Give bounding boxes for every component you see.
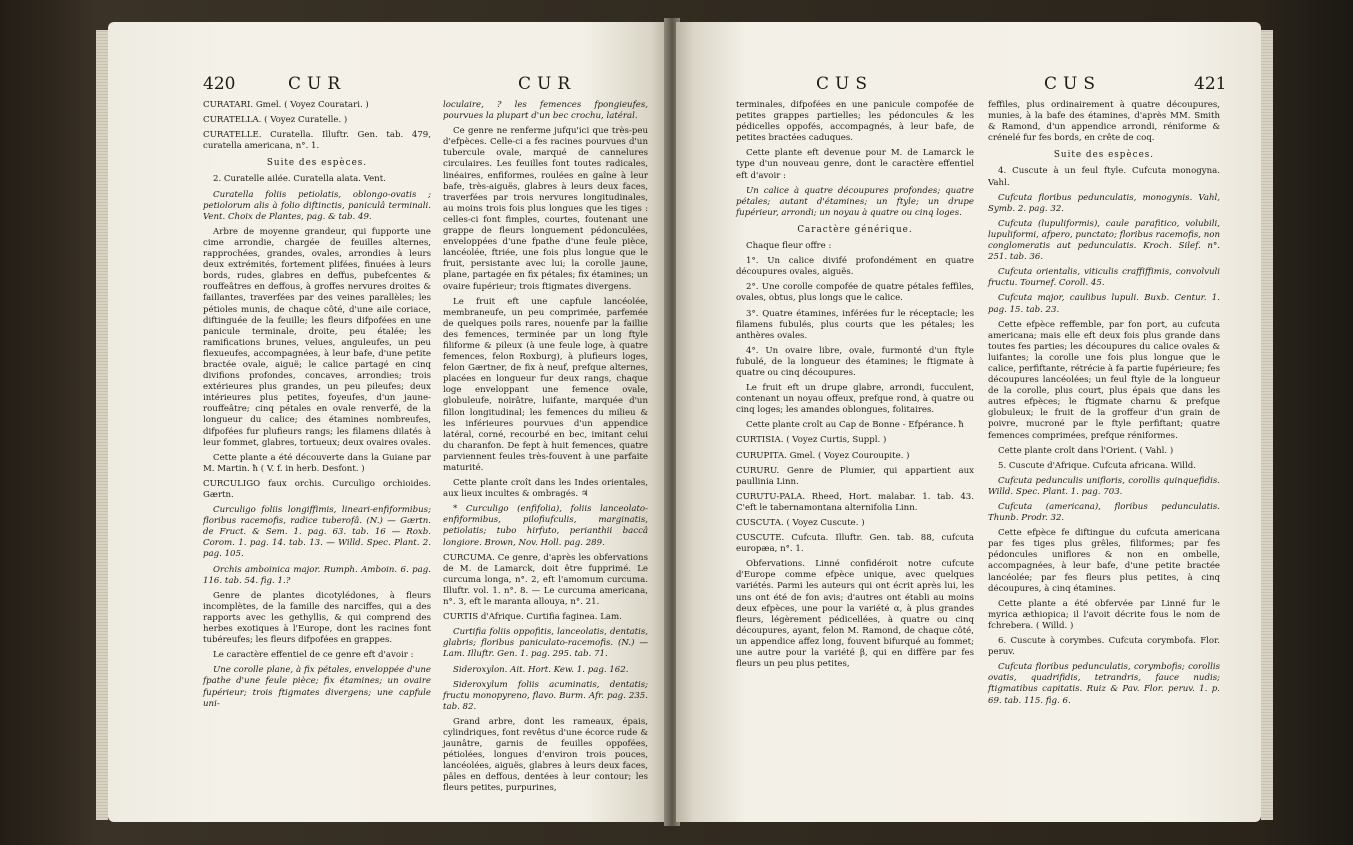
section-heading: Suite des espèces. xyxy=(1053,150,1155,161)
latin-description: * Curculigo (enfifolia), foliis lanceolato-enfiformibus, pilofiufculis, marginatis, petiolatis; tubo hirfuto, perianthii baccâ longiore. Brown, Nov. Holl. pag. 289. xyxy=(443,504,648,548)
paragraph: Genre de plantes dicotylédones, à fleurs incomplètes, de la famille des narciffes, qui a des rapports avec les gethyllis, & qui comprend des herbes exotiques à l'Europe, dont les racines font tubéreufes; les fleurs difpofées en grappes. xyxy=(203,590,431,646)
entry-curtis: CURTIS d'Afrique. Curtifia faginea. Lam. xyxy=(443,612,622,623)
paragraph: Cette efpèce fe diftingue du cufcuta americana par fes tiges plus grêles, filiformes; par fes pédoncules uniflores & non en ombelle, accompagnées, à leur bafe, d'une petite bractée lancéolée; par fes fleurs plus petites, à cinq découpures, à cinq étamines. xyxy=(988,528,1220,594)
left-page-number: 420 xyxy=(203,74,236,94)
right-column-2 xyxy=(988,100,1220,711)
entry-cuscuta: CUSCUTA. ( Voyez Cuscute. ) xyxy=(736,518,865,528)
paragraph: Ce genre ne renferme jufqu'ici que très-peu d'efpèces. Celle-ci a fes racines pourvues d'un tubercule ovale, marqué de cannelures circulaires. Les feuilles font toutes radicales, linéaires, enfiformes, roulées en gaîne à leur bafe, très-aiguës, glabres à leurs deux faces, traverfées par trois nervures longitudinales, au moins trois fois plus longues que les tiges : celles-ci font fimples, courtes, foutenant une grappe de fleurs longuement pédonculées, enveloppées d'une fpathe d'une feule pièce, lancéolée, ftriée, une fois plus longue que le fruit, persistante avec lui; la corolle jaune, plane, partagée en fix pétales; fix étamines; un ovaire fupérieur; trois ftigmates divergens. xyxy=(443,126,648,292)
paragraph: Le fruit eft un drupe glabre, arrondi, fucculent, contenant un noyau offeux, prefque rond, à quatre ou cinq loges; les amandes oblongues, folitaires. xyxy=(736,383,974,416)
section-heading: Suite des espèces. xyxy=(266,158,368,169)
latin-description: Orchis amboinica major. Rumph. Amboin. 6. pag. 116. tab. 54. fig. 1.? xyxy=(203,564,431,586)
latin-description: Cufcuta pedunculis unifloris, corollis quinquefidis. Willd. Spec. Plant. 1. pag. 703. xyxy=(988,475,1220,497)
paragraph: Cette plante a été obfervée par Linné fur le myrica æthiopica; il l'avoit décrite fous le nom de fchrebera. ( Willd. ) xyxy=(988,598,1220,631)
paragraph: Cette plante croît dans l'Orient. ( Vahl. ) xyxy=(998,445,1174,456)
paragraph: Chaque fleur offre : xyxy=(746,241,832,252)
latin-description: Cufcuta floribus pedunculatis, corymbofis; corollis ovatis, quadrifidis, tetrandris, fauce nudis; ftigmatibus capitatis. Ruiz & Pav. Flor. peruv. 1. p. 69. tab. 115. fig. 6. xyxy=(988,662,1220,706)
entry-curutu-pala: CURUTU-PALA. Rheed, Hort. malabar. 1. tab. 43. C'eft le tabernamontana alternifolia Linn. xyxy=(736,491,974,513)
species-heading: 4. Cuscute à un feul ftyle. Cufcuta monogyna. Vahl. xyxy=(988,166,1220,188)
paragraph: Une corolle plane, à fix pétales, enveloppée d'une fpathe d'une feule pièce; fix étamines; un ovaire fupérieur; trois ftigmates divergens; une capfule uni- xyxy=(203,665,431,709)
paragraph: 1°. Un calice divifé profondément en quatre découpures ovales, aiguës. xyxy=(736,256,974,278)
paragraph: Arbre de moyenne grandeur, qui fupporte une cime arrondie, chargée de feuilles alternes, rapprochées, grandes, ovales, arrondies à leurs deux extrémités, fortement plifées, finuées à leurs bords, rudes, glabres en deffus, pubefcentes & rouffeâtres en deffous, à groffes nervures droites & faillantes, traverfées par des veines parallèles; les pétioles munis, de chaque côté, d'une aile coriace, diftinguée de la feuille; les fleurs difpofées en une panicule terminale, droite, peu étalée; les ramifications brunes, velues, anguleufes, un peu flexueufes, accompagnées, à leur bafe, d'une petite bractée ovale, aiguë; le calice partagé en cinq divifions profondes, concaves, arrondies; trois extérieures plus grandes, un peu pileufes; deux intérieures plus petites, foyeufes, d'un jaune-rouffeâtre; cinq pétales en ovale renverfé, de la longueur du calice; des étamines nombreufes, difpofées fur plufieurs rangs; les filamens dilatés à leur fommet, glabres, tortueux; deux ovaires ovales. xyxy=(203,226,431,448)
left-column-2 xyxy=(443,100,648,799)
latin-description: Curtifia foliis oppofitis, lanceolatis, dentatis, glabris; floribus paniculato-racemofis. (N.) — Lam. Illuftr. Gen. 1. pag. 295. tab. 71. xyxy=(443,627,648,660)
entry-curatella: CURATELLA. ( Voyez Curatelle. ) xyxy=(203,115,348,126)
paragraph: terminales, difpofées en une panicule compofée de petites grappes partielles; les pédoncules & les pédicelles oppofés, accompagnés, à leur bafe, de petites bractées caduques. xyxy=(736,100,974,144)
entry-cururu: CURURU. Genre de Plumier, qui appartient aux paullinia Linn. xyxy=(736,465,974,487)
latin-description: Cufcuta floribus pedunculatis, monogynis. Vahl, Symb. 2. pag. 32. xyxy=(988,192,1220,214)
paragraph: Cette plante croît dans les Indes orientales, aux lieux incultes & ombragés. ♃ xyxy=(443,478,648,500)
right-page xyxy=(676,22,1261,822)
paragraph: Un calice à quatre découpures profondes; quatre pétales; autant d'étamines; un ftyle; un drupe fupérieur, arrondi; un noyau à quatre ou cinq loges. xyxy=(736,185,974,218)
paragraph: Cette plante eft devenue pour M. de Lamarck le type d'un nouveau genre, dont le caractère effentiel eft d'avoir : xyxy=(736,148,974,181)
paragraph: Grand arbre, dont les rameaux, épais, cylindriques, font revêtus d'une écorce rude & jaunâtre, garnis de feuilles oppofées, pétiolées, longues d'environ trois pouces, lancéolées, aiguës, glabres à leurs deux faces, pâles en deffous, dentées à leur contour; les fleurs petites, purpurines, xyxy=(443,716,648,794)
paragraph: 2°. Une corolle compofée de quatre pétales feffiles, ovales, obtus, plus longs que le calice. xyxy=(736,282,974,304)
entry-curcuma: CURCUMA. Ce genre, d'après les obfervations de M. de Lamarck, doit être fupprimé. Le curcuma longa, n°. 2, eft l'amomum curcuma. Illuftr. vol. 1. n°. 8. — Le curcuma americana, n°. 3, eft le maranta allouya, n°. 21. xyxy=(443,552,648,608)
entry-curtisia: CURTISIA. ( Voyez Curtis, Suppl. ) xyxy=(736,435,887,446)
paragraph: Cette plante a été découverte dans la Guiane par M. Martin. ħ ( V. f. in herb. Desfont. ) xyxy=(203,452,431,474)
paragraph: Le caractère effentiel de ce genre eft d'avoir : xyxy=(213,650,414,661)
left-header-right: CUR xyxy=(518,74,577,94)
species-heading: 5. Cuscute d'Afrique. Cufcuta africana. Willd. xyxy=(998,460,1196,471)
paragraph: Cette efpèce reffemble, par fon port, au cufcuta americana; mais elle eft deux fois plus grande dans toutes fes parties; les découpures du calice ovales & luifantes; la corolle une fois plus longue que le calice, perfiftante, rétrécie à fa partie fupérieure; fes découpures lancéolées; un feul ftyle de la longueur de la corolle, plus court, plus épais que dans les autres efpèces; le ftigmate charnu & prefque globuleux; le fruit de la groffeur d'un grain de poivre, mucroné par le ftyle perfiftant; quatre femences comprimées, prefque réniformes. xyxy=(988,319,1220,441)
latin-description: Curculigo foliis longiffimis, lineari-enfiformibus; floribus racemofis, radice tuberofâ. (N.) — Gærtn. de Fruct. & Sem. 1. pag. 63. tab. 16 — Roxb. Corom. 1. pag. 14. tab. 13. — Willd. Spec. Plant. 2. pag. 105. xyxy=(203,505,431,560)
entry-curatari: CURATARI. Gmel. ( Voyez Couratari. ) xyxy=(203,100,369,110)
latin-description: Cufcuta (lupuliformis), caule parafitico, volubili, lupuliformi, afpero, punctato; floribus racemofis, non conglomeratis aut pedunculatis. Kroch. Silef. n°. 251. tab. 36. xyxy=(988,218,1220,263)
species-heading: 6. Cuscute à corymbes. Cufcuta corymbofa. Flor. peruv. xyxy=(988,636,1220,658)
entry-cuscute: CUSCUTE. Cufcuta. Illuftr. Gen. tab. 88, cufcuta europæa, n°. 1. xyxy=(736,533,974,555)
paragraph: loculaire, ? les femences fpongieufes, pourvues la plupart d'un bec crochu, latéral. xyxy=(443,100,648,122)
left-column-1 xyxy=(203,100,431,714)
latin-description: Cufcuta major, caulibus lupuli. Buxb. Centur. 1. pag. 15. tab. 23. xyxy=(988,293,1220,315)
entry-curatelle: CURATELLE. Curatella. Illuftr. Gen. tab. 479, curatella americana, n°. 1. xyxy=(203,130,431,152)
latin-description: Curatella foliis petiolatis, oblongo-ovatis ; petiolorum alis à folio diftinctis, paniculâ terminali. Vent. Choix de Plantes, pag. & tab. 49. xyxy=(203,189,431,222)
right-page-number: 421 xyxy=(1194,74,1227,94)
latin-description: Sideroxylum foliis acuminatis, dentatis; fructu monopyreno, flavo. Burm. Afr. pag. 235. tab. 82. xyxy=(443,679,648,712)
paragraph: 4°. Un ovaire libre, ovale, furmonté d'un ftyle fubulé, de la longueur des étamines; le ftigmate à quatre ou cinq découpures. xyxy=(736,345,974,378)
species-heading: 2. Curatelle ailée. Curatella alata. Vent. xyxy=(213,174,386,185)
paragraph: Le fruit eft une capfule lancéolée, membraneufe, un peu comprimée, parfemée de quelques poils rares, nouenfe par la faillie des femences, terminée par un long ftyle filiforme & pileux (à une feule loge, à quatre femences, felon Roxburg), à plufieurs loges, felon Gærtner, de fix à neuf, prefque alternes, placées en longueur fur deux rangs, chaque loge enveloppant une femence ovale, globuleufe, noirâtre, luifante, marquée d'un fillon longitudinal; les femences du milieu & les inférieures pourvues d'un appendice latéral, corné, recourbé en bec, imitant celui du charanfon. De fept à huit femences, quatre parviennent feules très-fouvent à une parfaite maturité. xyxy=(443,296,648,473)
entry-curupita: CURUPITA. Gmel. ( Voyez Couroupite. ) xyxy=(736,450,910,461)
paragraph: 3°. Quatre étamines, inférées fur le réceptacle; les filamens fubulés, plus courts que les pétales; les anthères ovales. xyxy=(736,308,974,341)
section-heading: Caractère générique. xyxy=(797,224,913,235)
paragraph: Obfervations. Linné confidéroit notre cufcute d'Europe comme efpèce unique, avec quelques variétés. Parmi les auteurs qui ont écrit après lui, les uns ont été de fon avis; d'autres ont établi au moins deux efpèces, une pour la variété α, à plus grandes fleurs, légèrement pédicellées, à quatre ou cinq découpures, ayant, felon M. Ramond, de chaque côté, un appendice affez long, fouvent bifurqué au fommet; une autre pour la variété β, qui en diffère par fes fleurs un peu plus petites, xyxy=(736,559,974,670)
left-header-left: CUR xyxy=(288,74,347,94)
right-page-edge xyxy=(1261,30,1273,820)
left-page xyxy=(108,22,668,822)
entry-curculigo: CURCULIGO faux orchis. Curculigo orchioides. Gærtn. xyxy=(203,478,431,500)
right-header-left: CUS xyxy=(816,74,873,94)
paragraph: feffiles, plus ordinairement à quatre découpures, munies, à la bafe des étamines, d'après MM. Smith & Ramond, d'un appendice arrondi, réniforme & crénelé fur fes bords, en crête de coq. xyxy=(988,100,1220,144)
latin-description: Sideroxylon. Ait. Hort. Kew. 1. pag. 162. xyxy=(453,664,629,675)
latin-description: Cufcuta orientalis, viticulis craffiffimis, convolvuli fructu. Tournef. Coroll. 45. xyxy=(988,267,1220,289)
paragraph: Cette plante croît au Cap de Bonne - Efpérance. ħ xyxy=(746,420,964,431)
latin-description: Cufcuta (americana), floribus pedunculatis. Thunb. Prodr. 32. xyxy=(988,502,1220,524)
right-column-1 xyxy=(736,100,974,674)
left-page-edge xyxy=(96,30,108,820)
right-header-right: CUS xyxy=(1044,74,1101,94)
